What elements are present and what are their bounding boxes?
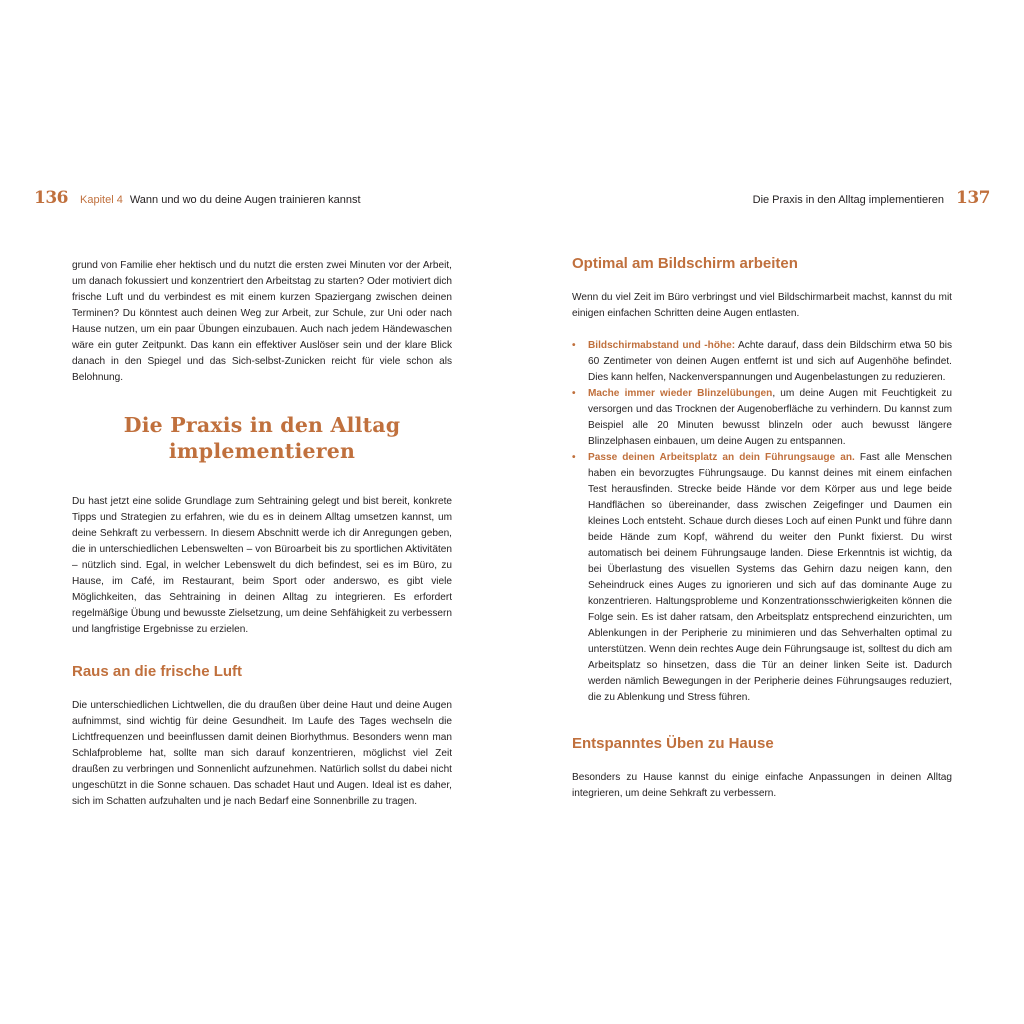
running-title: Die Praxis in den Alltag implementieren [752,194,944,206]
list-item [572,450,952,706]
heading-home-practice: Entspanntes Üben zu Hause [572,735,774,752]
fresh-air-paragraph: Die unterschiedlichen Lichtwellen, die du draußen über deine Haut und deine Augen aufnimmst, sind wichtig für deine Gesundheit. Im Laufe des Tages wechseln die Lichtfrequenzen und beeinflussen damit deinen Biorhythmus. Besonders wenn man Schlafprobleme hat, sollte man sich darauf konzentrieren, möglichst viel Zeit draußen zu verbringen und Sonnenlicht aufzunehmen. Natürlich sollst du dabei nicht ungeschützt in die Sonne schauen. Das schadet Haut und Augen. Ideal ist es daher, sich im Schatten aufzuhalten und je nach Bedarf eine Sonnenbrille zu tragen. [72,700,452,807]
bullet-marker: • [572,388,576,399]
section-heading-line-2: implementieren [168,439,356,463]
home-practice-paragraph: Besonders zu Hause kannst du einige einfache Anpassungen in deinen Alltag integrieren, um deine Sehkraft zu verbessern. [572,772,952,799]
bullet-text: Achte darauf, dass dein Bildschirm etwa 50 bis 60 Zentimeter von deinen Augen entfernt ist und sich auf Augenhöhe befindet. Dies kann helfen, Nackenverspannungen und Augenbelastungen zu reduzieren. [588,340,952,383]
bullet-text: , um deine Augen mit Feuchtigkeit zu versorgen und das Trocknen der Augenoberfläche zu verhindern. Du kannst zum Beispiel alle 20 Minuten bewusst blinzeln oder auch bewusst längere Blinzelphasen einbauen, um deine Augen zu entspannen. [588,388,952,447]
screen-work-paragraph: Wenn du viel Zeit im Büro verbringst und viel Bildschirmarbeit machst, kannst du mit einigen einfachen Schritten deine Augen entlasten. [572,292,952,319]
chapter-title: Wann und wo du deine Augen trainieren kannst [129,194,361,206]
right-page-body [572,254,952,802]
section-heading-line-1: Die Praxis in den Alltag [123,413,401,437]
bullet-lead: Bildschirmabstand und -höhe: [588,340,736,351]
chapter-label: Kapitel 4 [80,194,123,206]
section-paragraph: Du hast jetzt eine solide Grundlage zum Sehtraining gelegt und bist bereit, konkrete Tipps und Strategien zu erfahren, wie du es in deinem Alltag umsetzen kannst, um deine Sehkraft zu verbessern. In diesem Abschnitt werde ich dir Anregungen geben, die in unterschiedlichen Lebenswelten – von Büroarbeit bis zu sportlichen Aktivitäten – nützlich sind. Egal, in welcher Lebenswelt du dich befindest, sei es im Büro, zu Hause, im Café, im Restaurant, beim Sport oder anderswo, es gibt viele Möglichkeiten, das Sehtraining in deinen Alltag zu integrieren. Es erfordert regelmäßige Übung und bewusste Zielsetzung, um deine Sehfähigkeit zu verbessern und langfristige Ergebnisse zu erzielen. [72,496,452,635]
bullet-lead: Mache immer wieder Blinzelübungen [588,388,773,399]
right-running-header [753,188,990,212]
left-running-header [34,188,361,212]
bullet-lead: Passe deinen Arbeitsplatz an dein Führungsauge an. [588,452,855,463]
right-page-number: 137 [956,188,990,208]
bullet-text: Fast alle Menschen haben ein bevorzugtes Führungsauge. Du kannst deines mit einem einfachen Test herausfinden. Strecke beide Hände vor dem Körper aus und lege beide Handflächen so übereinander, dass zwischen Zeigefinger und Daumen ein kleines Loch entsteht. Schaue durch dieses Loch auf einen Punkt und führe dann beide Hände zum Kopf, während du weiter den Punkt fixierst. Du wirst automatisch bei deinem Führungsauge landen. Diese Erkenntnis ist wichtig, da bei Überlastung des visuellen Systems das Gehirn dazu neigen kann, den Seheindruck eines Auges zu ignorieren und sich auf das dominante Auge zu konzentrieren. Haltungsprobleme und Konzentrationsschwierigkeiten können die Folge sein. Es ist daher ratsam, den Arbeitsplatz entsprechend einzurichten, um Ablenkungen in der Peripherie zu minimieren und das Sehverhalten optimal zu unterstützen. Wenn dein rechtes Auge dein Führungsauge ist, solltest du dich am Arbeitsplatz so hinsetzen, dass die Tür an deiner linken Seite ist. Dadurch werden nämlich Bewegungen in der Peripherie deines Führungsauges reduziert, die zu Ablenkung und Stress führen. [588,452,952,703]
list-item [572,338,952,386]
section-heading [72,412,452,464]
left-page-body [72,258,452,810]
subheading-fresh-air: Raus an die frische Luft [72,663,243,680]
screen-tips-list [572,338,952,706]
heading-screen-work: Optimal am Bildschirm arbeiten [572,255,798,272]
intro-paragraph: grund von Familie eher hektisch und du nutzt die ersten zwei Minuten vor der Arbeit, um danach fokussiert und konzentriert den Arbeitstag zu starten? Oder motiviert dich frische Luft und du verbindest es mit einem kurzen Spaziergang zwischen deinen Terminen? Du könntest auch deinen Weg zur Arbeit, zur Schule, zur Uni oder nach Hause nutzen, um ein paar Übungen einzubauen. Auch nach jedem Händewaschen wäre ein guter Zeitpunkt. Das kann ein effektiver Auslöser sein und der klare Blick danach in den Spiegel und das Sich-selbst-Zunicken reicht für viele schon als Belohnung. [72,260,452,383]
bullet-marker: • [572,340,576,351]
bullet-marker: • [572,452,576,463]
left-page-number: 136 [34,188,68,208]
list-item [572,386,952,450]
